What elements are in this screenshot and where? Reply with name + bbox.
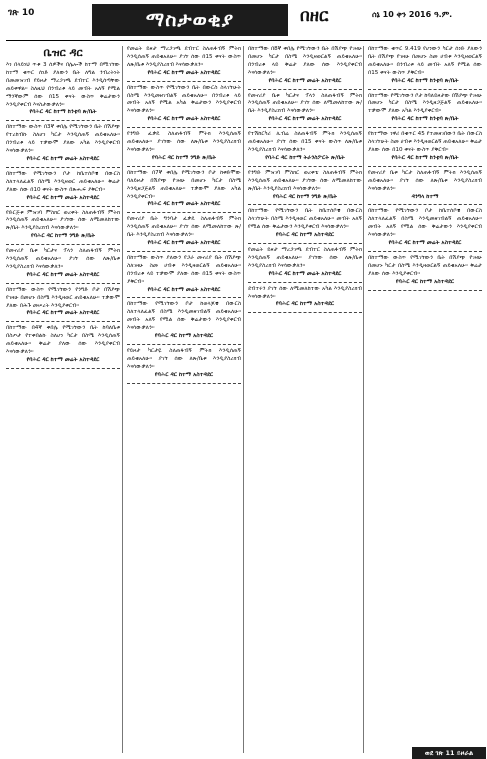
notice-separator [248, 166, 362, 167]
notice-entry [248, 170, 362, 206]
notice-entry [368, 170, 482, 206]
notice-separator [368, 290, 482, 291]
notice-separator [248, 204, 362, 205]
notice-signature: የባሕር ዳር ከተማ መሬት አስተዳደር [147, 201, 221, 208]
notice-entry [248, 247, 362, 283]
notice-text: የመኖሪያ ቤቱ ካርታና ፕላን ስለጠፋብኝ ምትክ እንዲሰጠኝ ጠይቄአለሁ፡፡ ያገኘ ሰው ለሚመለከተው ጽ/ቤት እንዲያስረክብ እናሳውቃለን፡፡ [248, 92, 362, 115]
notice-separator [127, 212, 241, 213]
notice-entry [248, 131, 362, 167]
notice-text: በከተማው በ8ኛ ቀበሌ የሚገኘውን ቤት በሽያጭ የገዛሁ በመሆኑ ካርታ በስሜ እንዲዛወርልኝ ጠይቄአለሁ፡፡ በንብረቱ ላይ ቅሬታ ያለው ሰው እንዲያቀርብ እናሳውቃለን፡፡ [248, 46, 362, 76]
notice-signature: የባሕር ዳር ከተማ መሬት አስተዳደር [147, 286, 221, 293]
notice-separator [127, 251, 241, 252]
section-banner: ማስታወቂያ [92, 4, 288, 36]
notice-entry [6, 325, 120, 369]
notice-signature: የባሕር ዳር ከተማ መሬት አስተዳደር [147, 116, 221, 123]
notice-text: በከተማው የሚገኘውን ቦታ ከወላጆቼ በውርስ ስለተላለፈልኝ በስሜ እንዲመዘገብልኝ ጠይቄአለሁ፡፡ መብት አለኝ የሚል ሰው ቅሬታውን እንዲያቀርብ እናሳውቃለን፡፡ [127, 301, 241, 332]
notice-entry [368, 93, 482, 129]
notice-entry [127, 85, 241, 129]
notice-text: የመኖሪያ ቤቱ ካርታና ፕላን ስለጠፋብኝ ምትክ እንዲሰጠኝ ጠይቄአለሁ፡፡ ያገኘ ሰው ለጽ/ቤቱ እንዲያስረክብ እናሳውቃለን፡፡ [6, 248, 120, 270]
notice-text: በከተማው ቁጥር 9.419 የሆነውን ካርታ ሰነድ ያለውን ቤት በሽያጭ የገዛሁ በመሆኑ ስመ ሀብቱ እንዲዛወርልኝ ጠይቄአለሁ፡፡ በንብረቱ ላይ መብት አለኝ የሚል ሰው በ15 ቀናት ውስጥ ያቅርብ፡፡ [368, 46, 482, 76]
notice-entry [368, 131, 482, 167]
notice-entry [127, 170, 241, 214]
notice-separator [368, 127, 482, 128]
notice-signature: የባሕር ዳር ከተማ መሬት አስተዳደር [388, 240, 462, 247]
notice-entry [6, 210, 120, 246]
notice-signature: የባሕር ዳር ከተማ መሬት አስተዳደር [147, 240, 221, 247]
notice-signature: የባሕር ዳር ከተማ ከንቲባ ጽ/ቤት [391, 154, 459, 161]
notice-signature: የባሕር ዳር ከተማ ከንቲባ ጽ/ቤት [391, 77, 459, 84]
notice-text: ደብተሩን ያገኘ ሰው ለሚመለከተው አካል እንዲያስረክብ እናሳውቃለን፡፡ [248, 285, 362, 300]
notice-text: በከተማው ውስጥ በ3ኛ ቀበሌ የሚገኘውን ቤት በሽያጭ የተረከብኩ ስለሆነ ካርታ እንዲሰጠኝ ጠይቄአለሁ፡፡ በንብረቱ ላይ ተቃውሞ ያለው አካል እንዲያቀርብ እናሳውቃለን፡፡ [6, 124, 120, 155]
notice-text: የመሬት ይዞታ ማረጋገጫ ደብተር ስለጠፋብኝ ምትክ እንዲሰጠኝ ጠይቄአለሁ፡፡ ያገኘ ሰው በ15 ቀናት ውስጥ ለጽ/ቤቱ እንዲያስረክብ እናሳውቃለን፡፡ [127, 46, 241, 68]
notice-entry [6, 248, 120, 284]
column-3 [248, 46, 362, 759]
notice-signature: የባሕር ዳር ከተማ አስተዳደር [395, 278, 455, 285]
notice-entry [6, 287, 120, 323]
notice-signature: የባሕር ዳር ከተማ ከንቲባ ጽ/ቤት [29, 109, 97, 116]
notice-separator [6, 368, 120, 369]
column-1 [6, 46, 120, 759]
notice-entry [248, 208, 362, 244]
notice-signature: የባሕር ዳር ከተማ መሬት አስተዳደር [26, 194, 100, 201]
notice-signature: የባሕር ዳር ከተማ ንግድ ጽ/ቤት [30, 233, 96, 240]
notice-separator [368, 251, 482, 252]
notice-entry [6, 124, 120, 168]
notice-signature: የባሕር ዳር ከተማ መሬት አስተዳደር [268, 270, 342, 277]
notice-signature: የባሕር ዳር ከተማ መሬት አስተዳደር [26, 310, 100, 317]
notice-signature: የባሕር ዳር ከተማ መሬት አስተዳደር [26, 357, 100, 363]
notice-text: በከተማው የሚገኘውን ቦታ ከቤተሰቦቼ በውርስ ስለተላለፈልኝ በስሜ እንዲመዘገብልኝ ጠይቄአለሁ፡፡ መብት አለኝ የሚል ሰው ቅሬታውን እንዲያቀርብ እናሳውቃለን፡፡ [368, 208, 482, 239]
notice-signature: የባሕር ዳር ከተማ አስተዳደር [275, 301, 335, 308]
notice-separator [127, 127, 241, 128]
notice-text: የከተማው ነዋሪ በቁጥር 45 የተመዘገበውን ቤት በውርስ ስላገኘሁት ስመ ሀብቱ እንዲዛወርልኝ ጠይቄአለሁ፡፡ ቅሬታ ያለው ሰው በ10 ቀናት ውስጥ ያቅርብ፡፡ [368, 131, 482, 153]
notice-entry [127, 255, 241, 299]
notice-separator [248, 127, 362, 128]
notice-text: በከተማው ውስጥ ያለውን የጋራ መኖሪያ ቤት በሽያጭ ስለገዛሁ ስመ ሀብቱ እንዲዛወርልኝ ጠይቄአለሁ፡፡ በንብረቱ ላይ ተቃውሞ ያለው ሰው በ15 ቀናት ውስጥ ያቅርብ፡፡ [127, 254, 241, 285]
notice-signature: የባሕር ዳር ከተማ መሬት አስተዳደር [268, 116, 342, 123]
section-title: ቤዝር ዳር [43, 46, 83, 59]
notice-text: የድርጅቱ ምዝገባ ምስክር ወረቀት ስለጠፋብኝ ምትክ እንዲሰጠኝ ጠይቄአለሁ፡፡ ያገኘው ሰው ለሚመለከተው ጽ/ቤት እንዲያስረክብ እናሳውቃለን፡፡ [6, 209, 120, 232]
notice-signature: የባሕር ዳር ከተማ ንግድ ጽ/ቤት [272, 193, 338, 200]
notice-signature: የባሕር ዳር ከተማ አስተዳደር [154, 333, 214, 340]
page-number: ገጽ 10 [8, 8, 35, 18]
publication-name: በዘር [300, 6, 329, 26]
notice-entry [6, 62, 120, 121]
notice-text: በከተማው በ4ኛ ቀበሌ የሚገኘውን ቤት ከባለቤቱ በስጦታ የተቀበልኩ ስለሆነ ካርታ በስሜ እንዲሰጠኝ ጠይቄአለሁ፡፡ ቅሬታ ያለው ሰው እንዲያቀርብ እናሳውቃለን፡፡ [6, 325, 120, 356]
notice-entry [127, 131, 241, 167]
notice-separator [248, 282, 362, 283]
notice-text: በከተማው የሚገኘውን ቦታ ከባለይዞታው በሽያጭ የገዛሁ በመሆኑ ካርታ በስሜ እንዲዘጋጅልኝ ጠይቄአለሁ፡፡ ተቃውሞ ያለው አካል እንዲያቀርብ፡፡ [368, 92, 482, 115]
notice-separator [6, 244, 120, 245]
notice-signature: የባሕር ዳር ከተማ ከንቲባ ጽ/ቤት [391, 116, 459, 123]
notice-separator [127, 297, 241, 298]
notice-text: የተሽከርካሪ ሊብሬ ስለጠፋብኝ ምትክ እንዲሰጠኝ ጠይቄአለሁ፡፡ ያገኘ ሰው በ15 ቀናት ውስጥ ለጽ/ቤቱ እንዲያስረክብ እናሳውቃለን፡፡ [248, 131, 362, 153]
column-4 [368, 46, 482, 736]
notice-separator [248, 243, 362, 244]
notice-text: የመሬት ይዞታ ማረጋገጫ ደብተር ስለጠፋብኝ ምትክ እንዲሰጠኝ ጠይቄአለሁ፡፡ ያገኘው ሰው ለጽ/ቤቱ እንዲያስረክብ እናሳውቃለን፡፡ [248, 247, 362, 269]
notice-separator [127, 344, 241, 345]
column-divider [363, 46, 364, 753]
notice-text: የመኖሪያ ቤት ግንባታ ፈቃዴ ስለጠፋብኝ ምትክ እንዲሰጠኝ ጠይቄአለሁ፡፡ ያገኘ ሰው ለሚመለከተው ጽ/ቤት እንዲያስረክብ እናሳውቃለን፡፡ [127, 216, 241, 239]
notice-text: በከተማው የሚገኘውን ቤት ከቤተሰቦቼ በውርስ ስላገኘሁት በስሜ እንዲዛወር ጠይቄአለሁ፡፡ መብት አለኝ የሚል ሰው ቅሬታውን እንዲያቀርብ እናሳውቃለን፡፡ [248, 208, 362, 231]
notice-signature: የባሕር ዳር ከተማ ንግድ ጽ/ቤት [151, 154, 217, 161]
notice-entry [127, 216, 241, 252]
notice-separator [248, 312, 362, 313]
notice-text: በከተማው ውስጥ የሚገኘውን የንግድ ቦታ በሽያጭ የገዛሁ በመሆኑ በስሜ እንዲዛወር ጠይቄአለሁ፡፡ ተቃውሞ ያለው በሕጉ መሠረት እንዲያቀርብ፡፡ [6, 286, 120, 309]
notice-text: በከተማው የሚገኘውን ቦታ ከቤተሰቦቼ በውርስ ስለተላለፈልኝ በስሜ እንዲዛወር ጠይቄአለሁ፡፡ ቅሬታ ያለው ሰው በ10 ቀናት ውስጥ በጽሑፍ ያቅርብ፡፡ [6, 170, 120, 193]
notice-separator [368, 166, 482, 167]
notice-separator [127, 81, 241, 82]
notice-signature: የባሕር ዳር ከተማ አስተዳደር [275, 232, 335, 239]
notice-entry [368, 208, 482, 252]
notice-entry [127, 46, 241, 82]
notice-text: የንግድ ፈቃዴ ስለጠፋብኝ ምትክ እንዲሰጠኝ ጠይቄአለሁ፡፡ ያገኘው ሰው ለጽ/ቤቱ እንዲያስረክብ እናሳውቃለን፡፡ [127, 131, 241, 153]
notice-text: በከተማው በ7ኛ ቀበሌ የሚገኘውን ቦታ ከቀድሞው ባለይዞታ በሽያጭ የገዛሁ በመሆኑ ካርታ በስሜ እንዲዘጋጅልኝ ጠይቄአለሁ፡፡ ተቃውሞ ያለው አካል እንዲያቀርብ፡፡ [127, 169, 241, 200]
notice-signature: የባሕር ዳር ከተማ መሬት አስተዳደር [26, 271, 100, 278]
notice-separator [6, 167, 120, 168]
notice-separator [248, 89, 362, 90]
column-divider [122, 46, 123, 753]
header-rule [6, 40, 481, 41]
issue-date: ሰኔ 10 ቀን 2016 ዓ.ም. [372, 10, 453, 19]
notice-text: የመኖሪያ ቤቱ ካርታ ስለጠፋብኝ ምትክ እንዲሰጠኝ ጠይቄአለሁ፡፡ ያገኘ ሰው ለጽ/ቤቱ እንዲያስረክብ እናሳውቃለን፡፡ [368, 169, 482, 192]
notice-entry [248, 46, 362, 90]
column-divider [243, 46, 244, 753]
notice-text: የንግድ ምዝገባ ምስክር ወረቀቴ ስለጠፋብኝ ምትክ እንዲሰጠኝ ጠይቄአለሁ፡፡ ያገኘው ሰው ለሚመለከተው ጽ/ቤት እንዲያስረክብ እናሳውቃለን፡፡ [248, 169, 362, 192]
notice-entry [248, 286, 362, 314]
notice-entry [248, 93, 362, 129]
notice-signature: የባሕር ዳር ከተማ መሬት አስተዳደር [26, 155, 100, 162]
notice-text: በከተማው ውስጥ የሚገኘውን ቤት በሽያጭ የገዛሁ በመሆኑ ካርታ በስሜ እንዲዛወርልኝ ጠይቄአለሁ፡፡ ቅሬታ ያለው ሰው እንዲያቀርብ፡፡ [368, 254, 482, 277]
notice-text: በከተማው ውስጥ የሚገኘውን ቤት በውርስ ስላገኘሁት በስሜ እንዲመዘገብልኝ ጠይቄአለሁ፡፡ በንብረቱ ላይ መብት አለኝ የሚል አካል ቅሬታውን እንዲያቀርብ እናሳውቃለን፡፡ [127, 84, 241, 115]
notice-signature: የባሕር ዳር ከተማ መሬት አስተዳደር [147, 69, 221, 76]
notice-entry [127, 348, 241, 384]
notice-separator [127, 166, 241, 167]
notice-separator [6, 321, 120, 322]
notice-separator [368, 89, 482, 90]
notice-text: እነ በላይነህ ጥቱ 3 ሰዎችና በሌሎች ከተማ በሚገኘው ከተማ ቁጥር ሰነድ ያለውን ቤት ለግል ንብረትነት በመመዝገብ የይዞታ ማረጋገጫ ደብተር እንዲሰጣቸው ጠይቀዋል፡፡ ስለዚህ በንብረቱ ላይ መብት አለኝ የሚል ማንኛውም ሰው በ15 ቀናት ውስጥ ቅሬታውን እንዲያቀርብ እናስታውቃለን፡፡ [6, 62, 120, 108]
notice-signature: የባሕር ዳር ከተማ መሬት አስተዳደር [268, 77, 342, 84]
notice-entry [368, 255, 482, 291]
notice-signature: የባሕር ዳር ከተማ ትራንስፖርት ጽ/ቤት [265, 154, 345, 161]
notice-signature: ዳንግላ ከተማ [411, 193, 439, 200]
notice-entry [127, 301, 241, 345]
notice-entry [368, 46, 482, 90]
page-header [0, 0, 487, 40]
notice-separator [6, 206, 120, 207]
notice-separator [6, 283, 120, 284]
notice-separator [127, 383, 241, 384]
column-2 [127, 46, 241, 759]
page-footer-continue: ወደ ገጽ 11 ይዞራል [412, 747, 486, 759]
notice-text: የይዞታ ካርታዬ ስለጠፋብኝ ምትክ እንዲሰጠኝ ጠይቄአለሁ፡፡ ያገኘ ሰው ለጽ/ቤቱ እንዲያስረክብ እናሳውቃለን፡፡ [127, 348, 241, 370]
notice-separator [368, 204, 482, 205]
notice-entry [6, 171, 120, 207]
notice-separator [6, 120, 120, 121]
notice-signature: የባሕር ዳር ከተማ አስተዳደር [154, 371, 214, 378]
